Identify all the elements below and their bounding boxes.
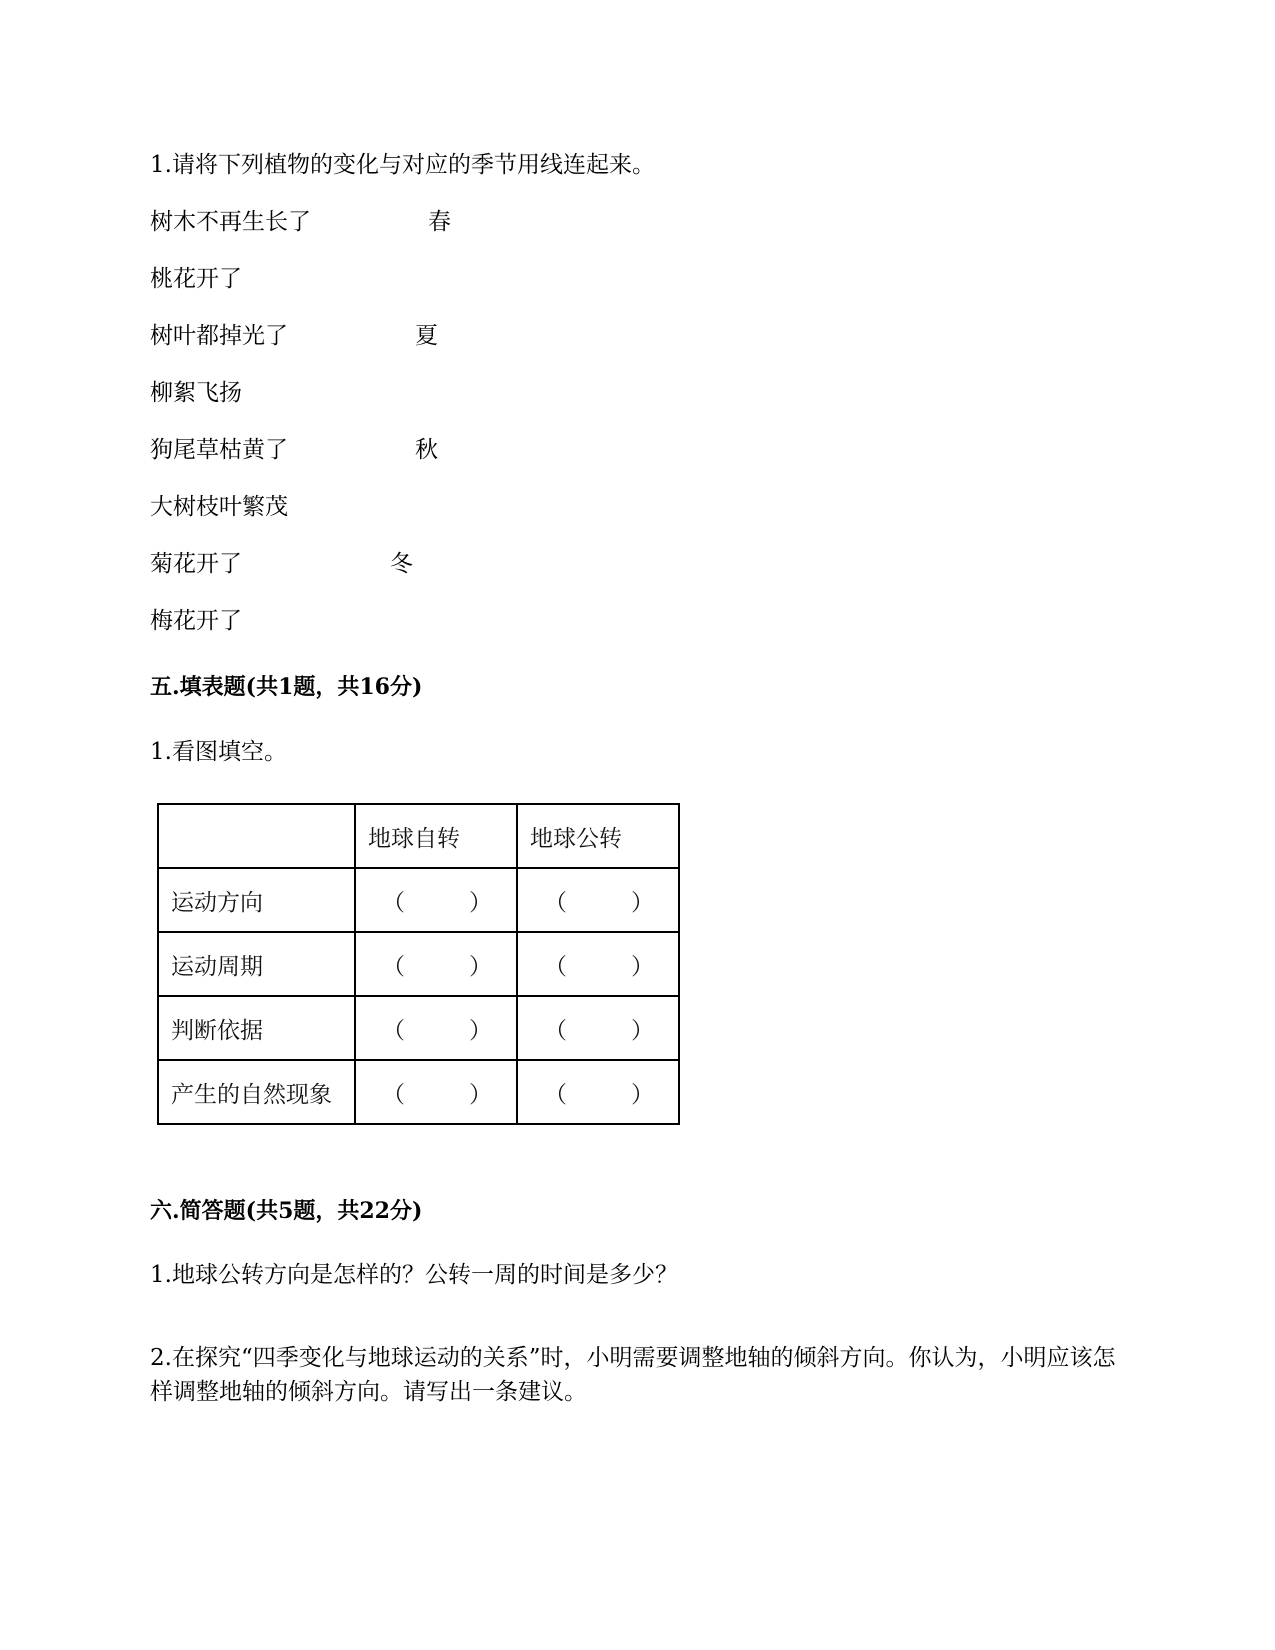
paren-close: ） [469, 953, 492, 980]
season-summer: 夏 [415, 323, 438, 349]
phenomenon-item: 柳絮飞扬 [150, 380, 242, 406]
paren-close: ） [469, 889, 492, 916]
paren-close: ） [631, 953, 654, 980]
matching-prompt: 1.请将下列植物的变化与对应的季节用线连起来。 [150, 152, 655, 178]
table-header-cell [158, 804, 355, 868]
table-header-cell: 地球公转 [517, 804, 679, 868]
season-winter: 冬 [390, 551, 413, 577]
paren-open: （ [544, 1081, 567, 1108]
question-text: 1.地球公转方向是怎样的？公转一周的时间是多少？ [150, 1262, 678, 1288]
answer-blank[interactable] [517, 868, 679, 932]
paren-close: ） [469, 1081, 492, 1108]
table-row [158, 1060, 679, 1124]
table-header-row [158, 804, 679, 868]
phenomenon-item: 树木不再生长了 [150, 209, 311, 235]
phenomenon-item: 桃花开了 [150, 266, 242, 292]
row-label: 判断依据 [158, 996, 355, 1060]
question-text: 2.在探究“四季变化与地球运动的关系”时，小明需要调整地轴的倾斜方向。你认为，小明应该怎样调整地轴的倾斜方向。请写出一条建议。 [150, 1345, 1116, 1405]
fill-table [157, 803, 680, 1125]
paren-close: ） [631, 889, 654, 916]
paren-open: （ [382, 1081, 405, 1108]
paren-open: （ [544, 953, 567, 980]
question-text: 1.看图填空。 [150, 739, 287, 765]
table-row [158, 996, 679, 1060]
phenomenon-item: 梅花开了 [150, 608, 242, 634]
table-header-cell: 地球自转 [355, 804, 517, 868]
phenomenon-item: 大树枝叶繁茂 [150, 494, 288, 520]
answer-blank[interactable] [355, 932, 517, 996]
table-row [158, 932, 679, 996]
answer-blank[interactable] [355, 868, 517, 932]
paren-open: （ [382, 953, 405, 980]
paren-open: （ [382, 889, 405, 916]
paren-open: （ [382, 1017, 405, 1044]
answer-blank[interactable] [355, 1060, 517, 1124]
season-spring: 春 [428, 209, 451, 235]
table-row [158, 868, 679, 932]
answer-blank[interactable] [517, 932, 679, 996]
answer-blank[interactable] [517, 1060, 679, 1124]
row-label: 运动方向 [158, 868, 355, 932]
paren-open: （ [544, 889, 567, 916]
row-label: 产生的自然现象 [158, 1060, 355, 1124]
phenomenon-item: 树叶都掉光了 [150, 323, 288, 349]
row-label: 运动周期 [158, 932, 355, 996]
answer-blank[interactable] [517, 996, 679, 1060]
phenomenon-item: 菊花开了 [150, 551, 242, 577]
season-autumn: 秋 [415, 437, 438, 463]
section-heading: 六.简答题(共5题，共22分) [150, 1198, 423, 1224]
phenomenon-item: 狗尾草枯黄了 [150, 437, 288, 463]
section-heading: 五.填表题(共1题，共16分) [150, 674, 423, 700]
paren-close: ） [631, 1081, 654, 1108]
answer-blank[interactable] [355, 996, 517, 1060]
paren-close: ） [469, 1017, 492, 1044]
paren-close: ） [631, 1017, 654, 1044]
paren-open: （ [544, 1017, 567, 1044]
